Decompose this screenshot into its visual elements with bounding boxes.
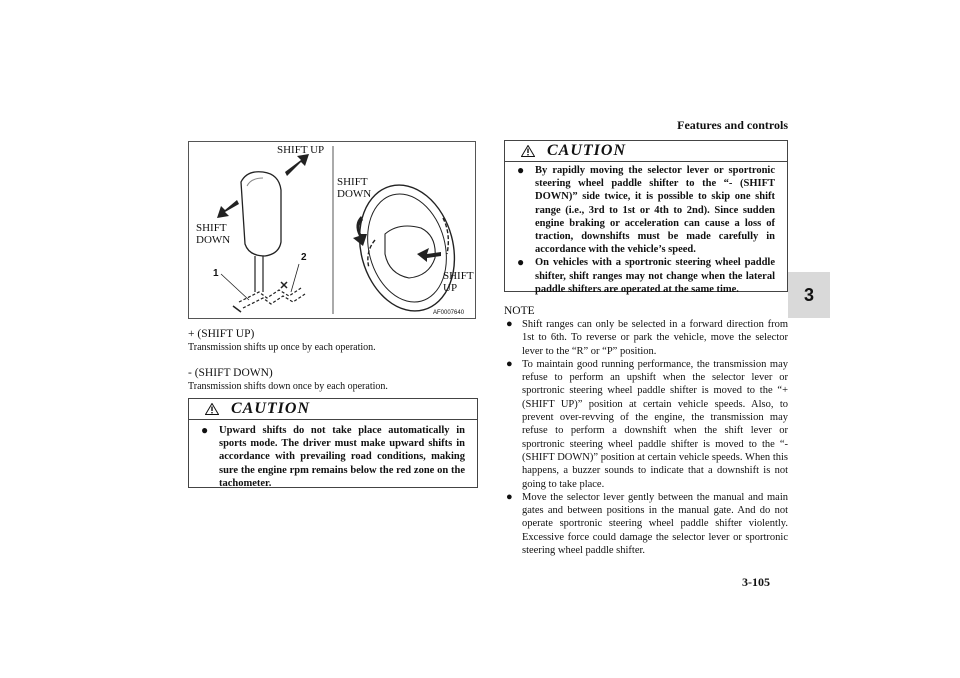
caution-list xyxy=(189,420,477,494)
caution-header xyxy=(189,399,477,420)
caution-item: ● By rapidly moving the selector lever or sportronic steering wheel paddle shifter to the “- (SHIFT DOWN)” side twice, it is possible to skip one shift range (i.e., 3rd to 1st or 4th to 2nd). Since sudden engine braking or acceleration can cause a loss of traction, downshifts must be made carefully in accordance with the vehicle’s speed. xyxy=(517,164,775,256)
label-shift-up-knob: SHIFT UP xyxy=(277,144,325,156)
caution-box-left xyxy=(188,398,478,488)
shift-up-description: Transmission shifts up once by each operation. xyxy=(188,342,376,353)
shift-down-heading: - (SHIFT DOWN) xyxy=(188,367,273,379)
label-shift-down-wheel-line1: SHIFT xyxy=(337,176,368,188)
note-label: NOTE xyxy=(504,305,535,317)
label-shift-down-knob-line1: SHIFT xyxy=(196,222,227,234)
caution-title: CAUTION xyxy=(231,400,311,417)
label-shift-up-wheel xyxy=(443,270,474,294)
callout-2: 2 xyxy=(301,252,307,263)
shift-up-section xyxy=(188,328,478,354)
warning-triangle-icon xyxy=(205,403,219,415)
note-item: ● Shift ranges can only be selected in a forward direction from 1st to 6th. To reverse or park the vehicle, move the selector lever to the “R” or “P” position. xyxy=(504,318,788,358)
shift-down-description: Transmission shifts down once by each operation. xyxy=(188,381,388,392)
note-list xyxy=(504,318,788,557)
chapter-tab: 3 xyxy=(788,272,830,318)
caution-list xyxy=(505,162,787,300)
label-shift-down-knob xyxy=(196,222,230,246)
page-number: 3-105 xyxy=(742,575,770,589)
shift-up-heading: + (SHIFT UP) xyxy=(188,328,255,340)
callout-1: 1 xyxy=(213,268,219,279)
caution-item: ● On vehicles with a sportronic steering wheel paddle shifter, shift ranges may not change when the lateral paddle shifters are operated at the same time. xyxy=(517,256,775,296)
warning-triangle-icon xyxy=(521,145,535,157)
label-shift-up-wheel-line1: SHIFT xyxy=(443,270,474,282)
caution-header xyxy=(505,141,787,162)
caution-title: CAUTION xyxy=(547,142,627,159)
caution-box-right xyxy=(504,140,788,295)
figure-code: AF0007640 xyxy=(433,310,465,316)
label-shift-down-wheel-line2: DOWN xyxy=(337,188,372,200)
label-shift-down-wheel xyxy=(337,176,371,200)
page-header-title: Features and controls xyxy=(677,118,788,132)
note-item: ● Move the selector lever gently between the manual and main gates and between positions in the manual gate. And do not operate sportronic steering wheel paddle shifter violently. Excessive force could damage the selector lever or sportronic steering wheel paddle shifter. xyxy=(504,491,788,557)
caution-item: ● Upward shifts do not take place automatically in sports mode. The driver must make upward shifts in accordance with prevailing road conditions, making sure the engine rpm remains below the red zone on the tachometer. xyxy=(201,424,465,490)
label-shift-down-knob-line2: DOWN xyxy=(196,234,231,246)
shift-figure xyxy=(188,141,476,319)
label-shift-up-wheel-line2: UP xyxy=(443,282,458,294)
note-item: ● To maintain good running performance, the transmission may refuse to perform an upshift when the selector lever or sportronic steering wheel paddle shifter is moved to the “+ (SHIFT UP)” position at certain vehicle speeds. Also, to prevent over-revving of the engine, the transmission may refuse to perform a downshift when the shift lever or sportronic steering wheel paddle shifter is moved to the “- (SHIFT DOWN)” position at certain vehicle speeds. When this happens, a buzzer sounds to indicate that a downshift is not going to take place. xyxy=(504,358,788,491)
shift-down-section xyxy=(188,367,478,393)
shift-illustration xyxy=(189,142,477,320)
